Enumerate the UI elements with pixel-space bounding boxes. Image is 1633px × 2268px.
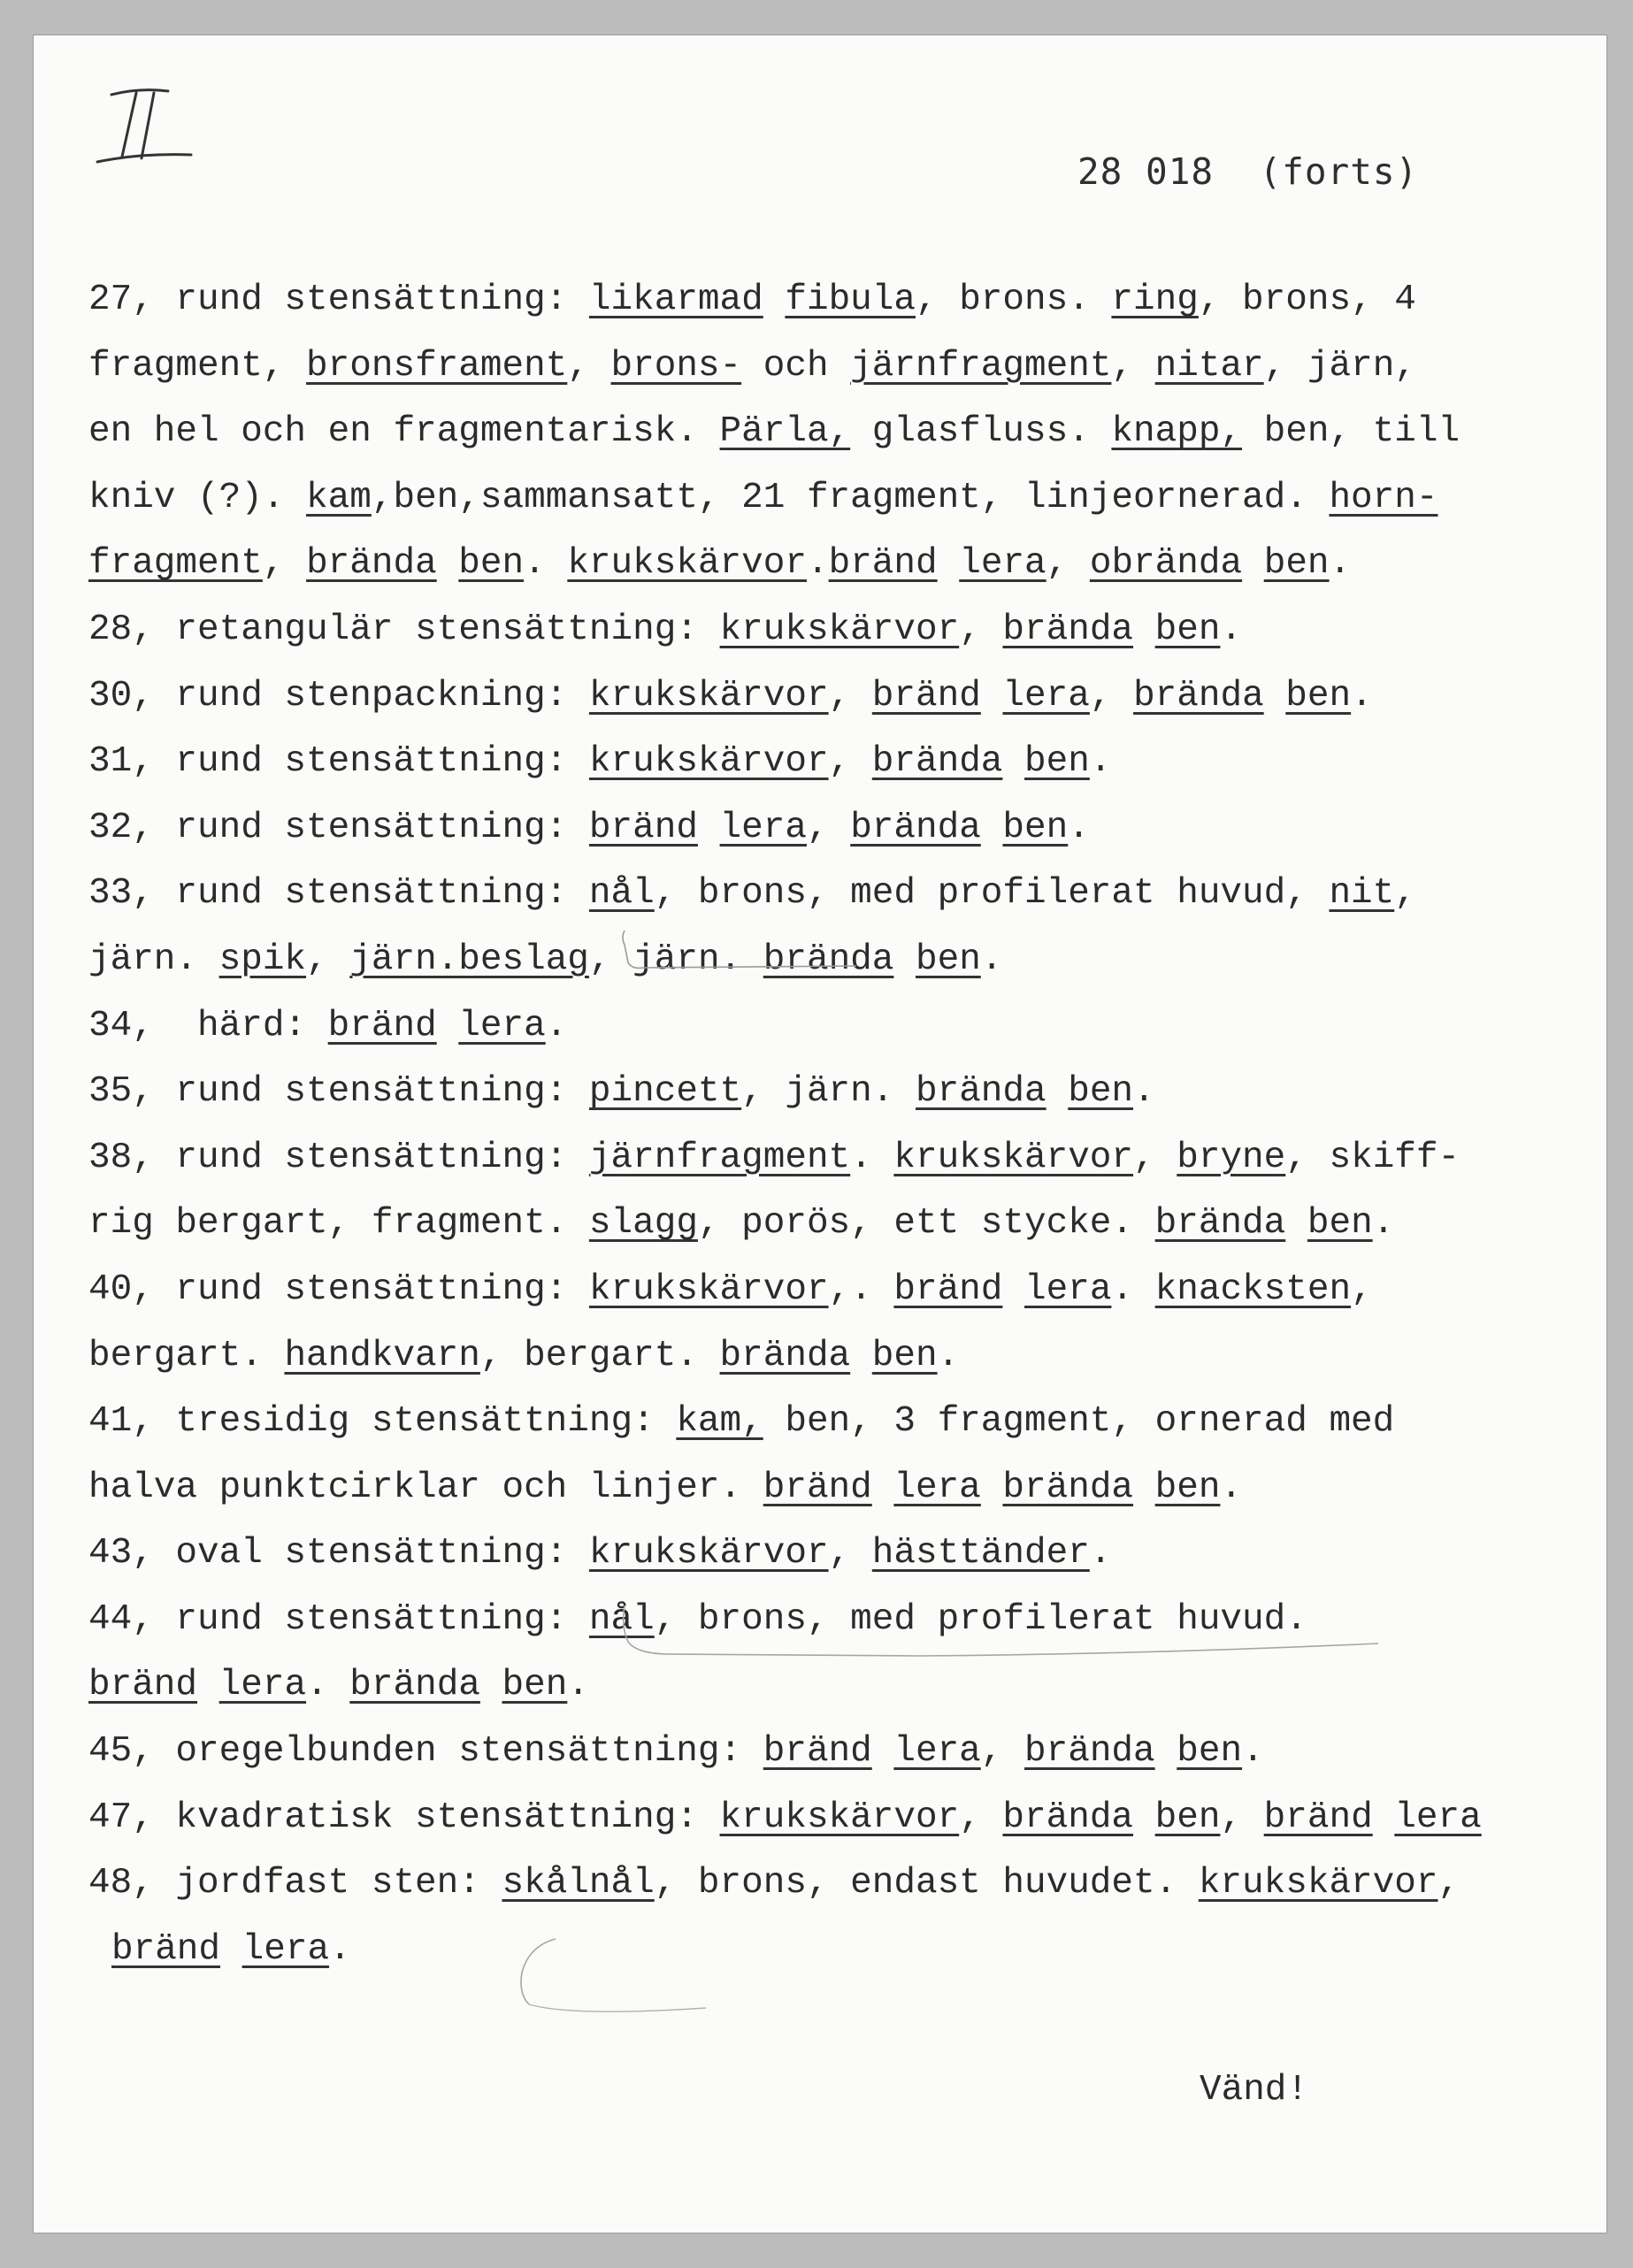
find-list <box>88 267 1601 1982</box>
underlined-term: handkvarn <box>284 1335 480 1376</box>
text-segment: 35, rund stensättning: <box>88 1071 589 1113</box>
underlined-term: lera <box>1024 1268 1112 1310</box>
underlined-term: bränd <box>588 807 698 848</box>
underlined-term: fragment <box>88 543 263 585</box>
text-segment: . <box>1242 1731 1264 1773</box>
underlined-term: obrända <box>1089 543 1243 585</box>
text-line <box>88 1587 1601 1653</box>
text-segment: , brons, endast huvudet. <box>654 1863 1199 1904</box>
text-segment: järn. <box>88 939 219 980</box>
text-segment: , bergart. <box>479 1335 720 1376</box>
text-segment: . <box>806 543 829 585</box>
text-line <box>88 1125 1601 1191</box>
text-segment: , <box>828 675 872 716</box>
text-segment <box>893 939 916 980</box>
text-segment: en hel och en fragmentarisk. <box>88 411 720 453</box>
text-segment: 34, härd: <box>88 1005 328 1046</box>
underlined-term: hästtänder <box>871 1533 1090 1575</box>
underlined-term: brända <box>1024 1731 1155 1773</box>
underlined-term: bränd <box>111 1928 221 1970</box>
text-line <box>88 729 1601 795</box>
text-line <box>88 399 1601 465</box>
text-line <box>88 927 1601 993</box>
underlined-term: krukskärvor <box>567 543 807 585</box>
text-line <box>88 795 1601 862</box>
text-segment: , <box>1220 1797 1264 1838</box>
text-segment: , <box>1133 1137 1177 1178</box>
text-segment: . <box>524 543 568 585</box>
text-segment <box>197 1665 219 1705</box>
text-segment <box>1373 1797 1395 1838</box>
text-segment: , <box>1111 345 1155 387</box>
text-segment: rig bergart, fragment. <box>88 1203 589 1245</box>
text-segment: , <box>959 1797 1003 1838</box>
underlined-term: ben <box>1154 1797 1221 1838</box>
text-line <box>88 465 1601 532</box>
underlined-term: kam <box>306 477 372 518</box>
text-segment: 32, rund stensättning: <box>88 807 589 848</box>
underlined-term: krukskärvor <box>893 1137 1134 1178</box>
underlined-term: ben <box>1285 675 1352 716</box>
section-mark-roman-two <box>87 75 211 172</box>
underlined-term: krukskärvor <box>719 609 960 650</box>
underlined-term: lera <box>893 1731 981 1773</box>
document-page <box>34 35 1606 2233</box>
text-line <box>88 1455 1601 1521</box>
text-segment: , brons, med profilerat huvud, <box>654 873 1330 915</box>
text-line <box>88 267 1601 333</box>
text-segment: . <box>1111 1268 1155 1310</box>
text-segment: bergart. <box>88 1335 285 1376</box>
underlined-term: ben <box>1068 1071 1134 1113</box>
text-segment: , brons, 4 <box>1198 280 1416 320</box>
text-segment: , <box>306 939 350 980</box>
underlined-term: krukskärvor <box>1198 1863 1438 1904</box>
document-reference: 28 018 (forts) <box>1077 150 1419 193</box>
text-segment: , <box>828 1533 872 1575</box>
text-segment: 33, rund stensättning: <box>88 873 589 915</box>
text-segment: . <box>306 1665 350 1706</box>
text-segment: . <box>937 1335 960 1376</box>
text-segment: . <box>545 1005 568 1046</box>
underlined-term: lera <box>1002 675 1090 716</box>
text-segment <box>981 1467 1003 1508</box>
underlined-term: brända <box>915 1071 1046 1113</box>
text-line <box>88 1652 1601 1719</box>
underlined-term: likarmad <box>588 280 763 320</box>
underlined-term: nit <box>1329 873 1395 915</box>
underlined-term: brända <box>763 939 894 980</box>
text-segment: 40, rund stensättning: <box>88 1268 589 1310</box>
underlined-term: fibula <box>785 280 916 320</box>
text-segment: . <box>850 1137 894 1178</box>
underlined-term: lera <box>959 543 1046 585</box>
text-line <box>88 1850 1601 1917</box>
underlined-term: bränd <box>763 1731 872 1773</box>
underlined-term: nål <box>588 1598 655 1640</box>
text-segment: , skiff- <box>1285 1137 1460 1178</box>
text-segment: , järn, <box>1263 345 1416 387</box>
underlined-term: krukskärvor <box>588 741 829 783</box>
text-segment: . <box>1068 807 1090 848</box>
underlined-term: slagg <box>588 1203 698 1245</box>
text-segment: ,ben,sammansatt, 21 fragment, linjeornerad. <box>371 477 1330 518</box>
underlined-term: brända <box>306 543 437 585</box>
underlined-term: ben <box>916 939 981 980</box>
text-segment: kniv (?). <box>88 477 307 518</box>
underlined-term: knacksten <box>1154 1268 1352 1310</box>
underlined-term: brända <box>1002 609 1134 650</box>
text-segment <box>1285 1203 1307 1244</box>
text-segment: 27, rund stensättning: <box>88 280 589 320</box>
text-segment: , <box>959 609 1003 650</box>
underlined-term: Pärla, <box>719 411 851 453</box>
text-segment: halva punktcirklar och linjer. <box>88 1467 763 1508</box>
text-segment: fragment, <box>88 345 307 387</box>
underlined-term: ben <box>1154 609 1221 650</box>
text-segment <box>1133 1467 1155 1508</box>
underlined-term: ben <box>1263 543 1330 585</box>
text-segment: 30, rund stenpackning: <box>88 675 589 716</box>
text-line <box>88 663 1601 730</box>
text-segment: , <box>1089 675 1134 716</box>
text-segment: . <box>1220 1467 1243 1508</box>
text-segment: 38, rund stensättning: <box>88 1137 589 1178</box>
text-segment: . <box>329 1928 351 1970</box>
text-segment: , <box>1351 1268 1373 1310</box>
underlined-term: ben <box>1307 1203 1373 1245</box>
text-segment: 48, jordfast sten: <box>88 1863 502 1904</box>
text-segment <box>1155 1731 1177 1772</box>
text-segment: , <box>1438 1863 1460 1904</box>
turn-over-note: Vänd! <box>1200 2070 1309 2111</box>
underlined-term: brända <box>1154 1203 1286 1245</box>
underlined-term: bränd <box>88 1665 198 1706</box>
text-segment: 45, oregelbunden stensättning: <box>88 1731 763 1773</box>
underlined-term: ben <box>502 1665 568 1706</box>
text-segment <box>220 1929 242 1970</box>
text-segment: ,. <box>828 1268 894 1310</box>
text-segment: 28, retangulär stensättning: <box>88 609 720 650</box>
underlined-term: bryne <box>1177 1137 1286 1178</box>
underlined-term: brända <box>1002 1797 1134 1838</box>
underlined-term: järnfragment <box>588 1137 851 1178</box>
underlined-term: krukskärvor <box>588 1268 829 1310</box>
text-segment: , järn. <box>741 1071 916 1113</box>
text-line <box>88 1521 1601 1587</box>
text-segment <box>1133 609 1155 650</box>
underlined-term: lera <box>218 1665 307 1706</box>
text-segment: . <box>1329 543 1352 585</box>
text-line <box>88 531 1601 597</box>
text-segment <box>1002 1269 1024 1310</box>
text-segment: . <box>1133 1071 1155 1113</box>
text-segment: . <box>1220 609 1243 650</box>
text-segment <box>763 280 786 320</box>
text-segment: ben, till <box>1242 411 1460 453</box>
text-line <box>88 1257 1601 1323</box>
text-segment: , <box>828 741 872 783</box>
underlined-term: knapp, <box>1111 411 1243 453</box>
underlined-term: nitar <box>1154 345 1264 387</box>
text-segment <box>850 1336 872 1376</box>
text-line <box>88 1917 1601 1983</box>
underlined-term: ring <box>1111 280 1199 320</box>
text-segment: . <box>1351 675 1373 716</box>
text-segment <box>698 808 720 848</box>
underlined-term: ben <box>1024 741 1090 783</box>
text-segment: 47, kvadratisk stensättning: <box>88 1797 720 1838</box>
underlined-term: ben <box>458 543 525 585</box>
underlined-term: ben <box>1002 807 1069 848</box>
text-line <box>88 1323 1601 1390</box>
underlined-term: bränd <box>327 1005 437 1046</box>
text-segment <box>981 808 1003 848</box>
text-segment: , <box>1046 543 1090 585</box>
text-segment: . <box>1089 1533 1112 1575</box>
text-line <box>88 597 1601 663</box>
text-segment <box>1046 1071 1069 1112</box>
text-segment: , järn. <box>588 939 763 980</box>
underlined-term: brända <box>850 807 981 848</box>
text-segment: 43, oval stensättning: <box>88 1533 589 1575</box>
underlined-term: brända <box>719 1335 851 1376</box>
text-segment: , brons, med profilerat huvud. <box>654 1598 1307 1640</box>
text-segment: ben, 3 fragment, ornerad med <box>763 1401 1395 1443</box>
text-segment: . <box>567 1665 589 1706</box>
text-segment: och <box>741 345 851 387</box>
text-line <box>88 1059 1601 1125</box>
underlined-term: ben <box>871 1335 938 1376</box>
underlined-term: skålnål <box>502 1863 655 1904</box>
text-segment <box>872 1731 894 1772</box>
underlined-term: ben <box>1154 1467 1221 1508</box>
text-segment <box>1133 1797 1155 1838</box>
text-segment: , <box>806 807 851 848</box>
underlined-term: brons- <box>610 345 742 387</box>
underlined-term: bränd <box>893 1268 1003 1310</box>
text-line <box>88 1785 1601 1851</box>
text-segment: glasfluss. <box>850 411 1112 453</box>
underlined-term: ben <box>1177 1731 1243 1773</box>
text-segment: , <box>567 345 611 387</box>
underlined-term: lera <box>719 807 807 848</box>
underlined-term: brända <box>1133 675 1264 716</box>
underlined-term: bränd <box>828 543 938 585</box>
underlined-term: kam, <box>676 1401 763 1443</box>
text-segment <box>1242 543 1264 584</box>
underlined-term: horn- <box>1329 477 1438 518</box>
text-segment: , <box>1394 873 1416 915</box>
underlined-term: krukskärvor <box>588 1533 829 1575</box>
text-segment <box>938 543 960 584</box>
underlined-term: krukskärvor <box>588 675 829 716</box>
underlined-term: brända <box>871 741 1003 783</box>
text-segment <box>872 1467 894 1508</box>
text-segment: 41, tresidig stensättning: <box>88 1401 677 1443</box>
text-segment: , brons. <box>915 280 1112 320</box>
text-line <box>88 1191 1601 1257</box>
text-segment: . <box>1089 741 1112 783</box>
underlined-term: järnfragment <box>850 345 1112 387</box>
text-line <box>88 861 1601 927</box>
text-segment: . <box>1372 1203 1395 1245</box>
underlined-term: krukskärvor <box>719 1797 960 1838</box>
text-segment: , porös, ett stycke. <box>697 1203 1155 1245</box>
text-segment: , <box>980 1731 1025 1773</box>
text-segment <box>1264 676 1286 716</box>
text-segment <box>437 543 459 584</box>
text-segment: . <box>980 939 1003 980</box>
underlined-term: brända <box>1002 1467 1134 1508</box>
text-segment <box>1002 741 1024 782</box>
underlined-term: lera <box>458 1005 546 1046</box>
underlined-term: brända <box>349 1665 480 1706</box>
underlined-term: bränd <box>763 1467 872 1508</box>
text-segment: 44, rund stensättning: <box>88 1598 589 1640</box>
underlined-term: lera <box>1394 1797 1482 1838</box>
text-segment <box>437 1006 459 1046</box>
underlined-term: nål <box>588 873 655 915</box>
underlined-term: bränd <box>871 675 981 716</box>
text-segment <box>981 676 1003 716</box>
underlined-term: järn.beslag <box>349 939 589 980</box>
underlined-term: lera <box>242 1928 330 1970</box>
text-line <box>88 1389 1601 1455</box>
underlined-term: spik <box>218 939 307 980</box>
text-segment <box>480 1665 502 1705</box>
text-segment: 31, rund stensättning: <box>88 741 589 783</box>
underlined-term: bränd <box>1263 1797 1373 1838</box>
text-line <box>88 1719 1601 1785</box>
underlined-term: lera <box>893 1467 981 1508</box>
text-segment: , <box>262 543 307 585</box>
underlined-term: bronsframent <box>306 345 568 387</box>
text-line <box>88 333 1601 400</box>
underlined-term: pincett <box>588 1071 742 1113</box>
text-line <box>88 993 1601 1060</box>
